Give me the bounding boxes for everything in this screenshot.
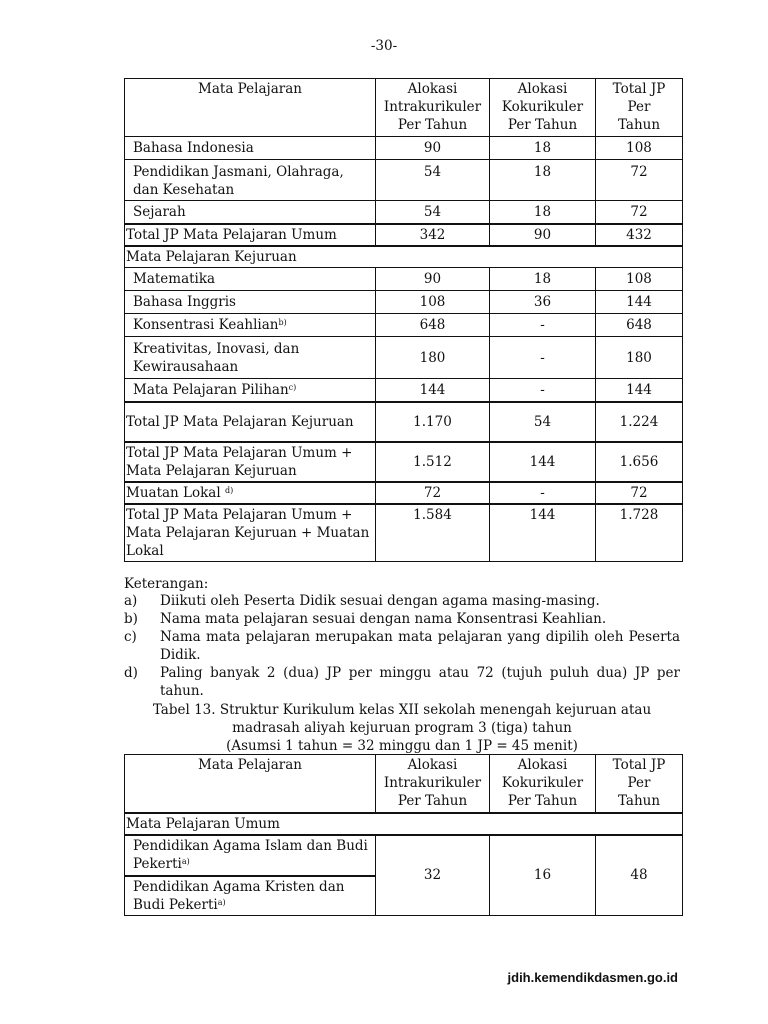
note-text: Paling banyak 2 (dua) JP per minggu atau 72 (tujuh puluh dua) JP per tahun. — [160, 665, 680, 699]
intra-cell: 1.170 — [376, 402, 490, 442]
intra-cell: 180 — [376, 337, 490, 379]
note-letter: c) — [124, 629, 137, 645]
subject-cell: Sejarah — [125, 201, 376, 224]
koku-cell: 18 — [490, 268, 596, 291]
intra-cell: 1.584 — [376, 504, 490, 562]
table-row — [125, 379, 683, 402]
header-koku: Alokasi Kokurikuler Per Tahun — [490, 755, 596, 813]
table-header-row — [125, 755, 683, 813]
site-url: jdih.kemendikdasmen.go.id — [507, 970, 678, 985]
note-text: Nama mata pelajaran merupakan mata pelajaran yang dipilih oleh Peserta Didik. — [160, 629, 680, 663]
subject-cell: Muatan Lokal $^{d)}$ — [125, 482, 376, 504]
koku-cell: - — [490, 482, 596, 504]
note-text: Diikuti oleh Peserta Didik sesuai dengan agama masing-masing. — [160, 593, 600, 609]
note-letter: b) — [124, 611, 138, 627]
table-section-row — [125, 813, 683, 835]
header-intra: Alokasi Intrakurikuler Per Tahun — [376, 755, 490, 813]
total-cell: 1.224 — [596, 402, 683, 442]
subject-cell: Pendidikan Agama Kristen dan Budi Pekerti$^{a)}$ — [125, 876, 376, 916]
table-row-subtotal — [125, 402, 683, 442]
subject-cell: Kreativitas, Inovasi, dan Kewirausahaan — [125, 337, 376, 379]
table-row — [125, 337, 683, 379]
table-row — [125, 268, 683, 291]
section-label: Mata Pelajaran Umum — [125, 813, 683, 835]
total-cell: 1.656 — [596, 442, 683, 482]
subject-cell: Konsentrasi Keahlian$^{b)}$ — [125, 314, 376, 337]
intra-cell: 72 — [376, 482, 490, 504]
koku-cell: - — [490, 314, 596, 337]
footnote-marker: c) — [288, 382, 297, 392]
note-letter: a) — [124, 593, 138, 609]
notes-title: Keterangan: — [124, 576, 209, 592]
subject-cell: Mata Pelajaran Pilihan$^{c)}$ — [125, 379, 376, 402]
header-subject: Mata Pelajaran — [125, 79, 376, 137]
footnote-marker: b) — [278, 318, 287, 327]
table-row — [125, 482, 683, 504]
table-row-subtotal — [125, 224, 683, 246]
koku-cell: 144 — [490, 504, 596, 562]
intra-cell: 108 — [376, 291, 490, 314]
total-cell: 72 — [596, 201, 683, 224]
total-cell: 648 — [596, 314, 683, 337]
total-cell: 72 — [596, 482, 683, 504]
note-letter: d) — [124, 665, 138, 681]
koku-cell: - — [490, 337, 596, 379]
intra-cell: 90 — [376, 137, 490, 160]
subject-cell: Matematika — [125, 268, 376, 291]
table-row — [125, 201, 683, 224]
note-item — [124, 664, 680, 700]
koku-cell: 54 — [490, 402, 596, 442]
total-cell: 432 — [596, 224, 683, 246]
table-row-subtotal — [125, 442, 683, 482]
total-cell: 144 — [596, 291, 683, 314]
koku-cell: 18 — [490, 137, 596, 160]
intra-cell: 144 — [376, 379, 490, 402]
intra-cell: 54 — [376, 160, 490, 201]
page-number: -30- — [370, 38, 398, 54]
subject-cell: Pendidikan Agama Islam dan Budi Pekerti$^{a)}$ — [125, 835, 376, 876]
koku-cell: 36 — [490, 291, 596, 314]
total-cell: 180 — [596, 337, 683, 379]
table-row — [125, 137, 683, 160]
header-total: Total JP Per Tahun — [596, 79, 683, 137]
subject-cell: Total JP Mata Pelajaran Umum — [125, 224, 376, 246]
section-label: Mata Pelajaran Kejuruan — [125, 246, 683, 268]
koku-cell: 18 — [490, 201, 596, 224]
note-text: Nama mata pelajaran sesuai dengan nama Konsentrasi Keahlian. — [160, 611, 607, 627]
subject-cell: Total JP Mata Pelajaran Umum + Mata Pelajaran Kejuruan + Muatan Lokal — [125, 504, 376, 562]
subject-cell: Pendidikan Jasmani, Olahraga, dan Kesehatan — [125, 160, 376, 201]
table-row-grand-total — [125, 504, 683, 562]
total-cell: 48 — [596, 835, 683, 916]
header-koku: Alokasi Kokurikuler Per Tahun — [490, 79, 596, 137]
table-row — [125, 835, 683, 876]
koku-cell: 18 — [490, 160, 596, 201]
curriculum-table-xii — [124, 754, 683, 916]
table-assumption: (Asumsi 1 tahun = 32 minggu dan 1 JP = 45 menit) — [226, 738, 578, 754]
table-row — [125, 291, 683, 314]
table-header-row — [125, 79, 683, 137]
table-caption: Tabel 13. Struktur Kurikulum kelas XII sekolah menengah kejuruan atau madrasah aliyah kejuruan program 3 (tiga) tahun — [152, 702, 652, 736]
total-cell: 108 — [596, 268, 683, 291]
footnote-marker: d) — [224, 485, 234, 495]
koku-cell: 16 — [490, 835, 596, 916]
total-cell: 144 — [596, 379, 683, 402]
intra-cell: 342 — [376, 224, 490, 246]
note-item — [124, 592, 680, 610]
note-item — [124, 628, 680, 664]
intra-cell: 1.512 — [376, 442, 490, 482]
subject-cell: Bahasa Inggris — [125, 291, 376, 314]
header-total: Total JP Per Tahun — [596, 755, 683, 813]
footnote-marker: a) — [217, 897, 226, 907]
intra-cell: 32 — [376, 835, 490, 916]
intra-cell: 90 — [376, 268, 490, 291]
koku-cell: 90 — [490, 224, 596, 246]
table-row — [125, 314, 683, 337]
footnote-marker: a) — [181, 857, 190, 866]
total-cell: 72 — [596, 160, 683, 201]
header-subject: Mata Pelajaran — [125, 755, 376, 813]
total-cell: 1.728 — [596, 504, 683, 562]
koku-cell: - — [490, 379, 596, 402]
curriculum-table-continued — [124, 78, 683, 562]
header-intra: Alokasi Intrakurikuler Per Tahun — [376, 79, 490, 137]
table-row — [125, 160, 683, 201]
subject-cell: Bahasa Indonesia — [125, 137, 376, 160]
footnotes — [124, 575, 680, 700]
koku-cell: 144 — [490, 442, 596, 482]
intra-cell: 54 — [376, 201, 490, 224]
total-cell: 108 — [596, 137, 683, 160]
note-item — [124, 610, 680, 628]
table-section-row — [125, 246, 683, 268]
subject-cell: Total JP Mata Pelajaran Kejuruan — [125, 402, 376, 442]
intra-cell: 648 — [376, 314, 490, 337]
subject-cell: Total JP Mata Pelajaran Umum + Mata Pelajaran Kejuruan — [125, 442, 376, 482]
